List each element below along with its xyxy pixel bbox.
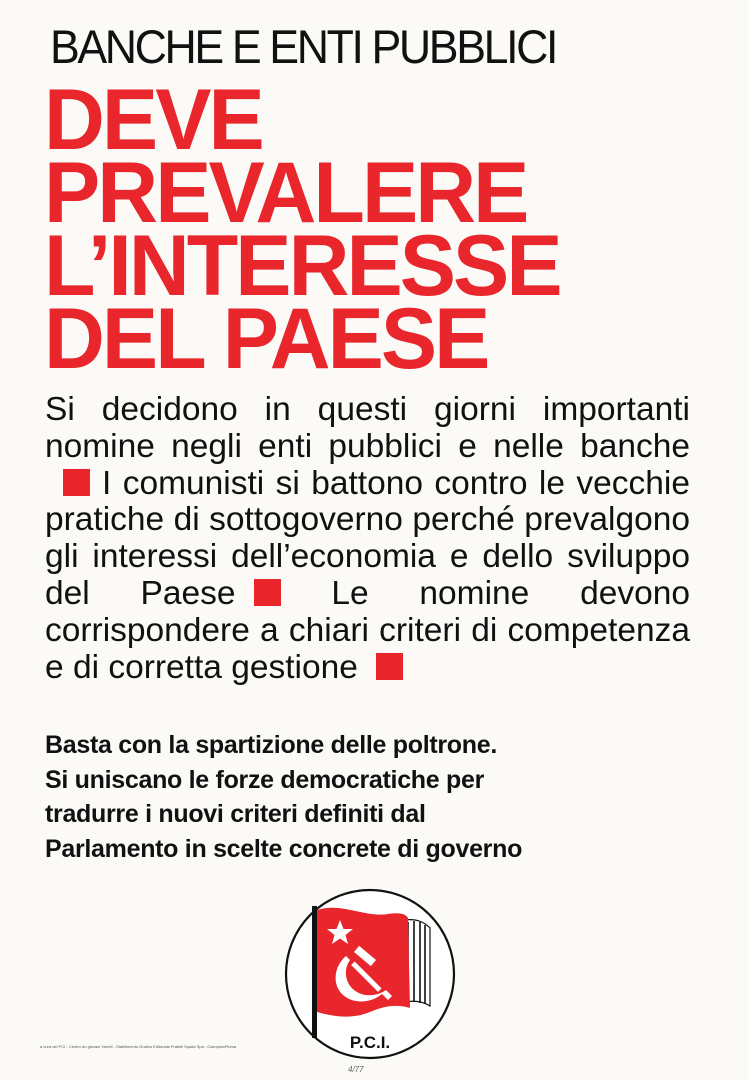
headline-line-3: L’INTERESSE — [44, 218, 560, 314]
printer-credit: a cura del PCI - Centro du giovani Veneti - Stabilimento Grafico Editoriale Fratelli Spada Spa - Ciampino/Roma — [40, 1044, 237, 1049]
flagpole-icon — [312, 906, 317, 1038]
print-code: 4/77 — [348, 1065, 364, 1074]
kicker-title: BANCHE E ENTI PUBBLICI — [50, 20, 557, 73]
slogan-line-1: Basta con la spartizione delle poltrone. — [45, 731, 497, 759]
body-paragraph — [45, 392, 690, 686]
red-square-bullet — [254, 579, 281, 606]
headline-line-2: PREVALERE — [44, 145, 527, 241]
pci-emblem — [284, 888, 456, 1060]
slogan-line-2: Si uniscano le forze democratiche per — [45, 765, 485, 794]
body-part-1: Si decidono in questi giorni importanti nomine negli enti pubblici e nelle banche — [45, 391, 690, 465]
headline-line-4: DEL PAESE — [44, 291, 488, 387]
red-square-bullet — [63, 469, 90, 496]
slogan-line-3: tradurre i nuovi criteri definiti dal — [45, 800, 426, 828]
emblem-label: P.C.I. — [349, 1033, 391, 1052]
slogan-line-4: Parlamento in scelte concrete di governo — [45, 834, 523, 863]
slogan — [45, 728, 705, 866]
headline-line-1: DEVE — [44, 72, 262, 168]
body-part-2: I comunisti si battono contro le vecchie pratiche di sottogoverno perché prevalgono gli interessi dell’economia e dello sviluppo del Paese — [45, 464, 690, 612]
red-square-bullet — [376, 653, 403, 680]
body-text — [45, 392, 690, 686]
body-part-3: Le nomine devono corrispondere a chiari criteri di competenza e di corretta gestione — [45, 574, 691, 686]
headline — [44, 72, 570, 387]
